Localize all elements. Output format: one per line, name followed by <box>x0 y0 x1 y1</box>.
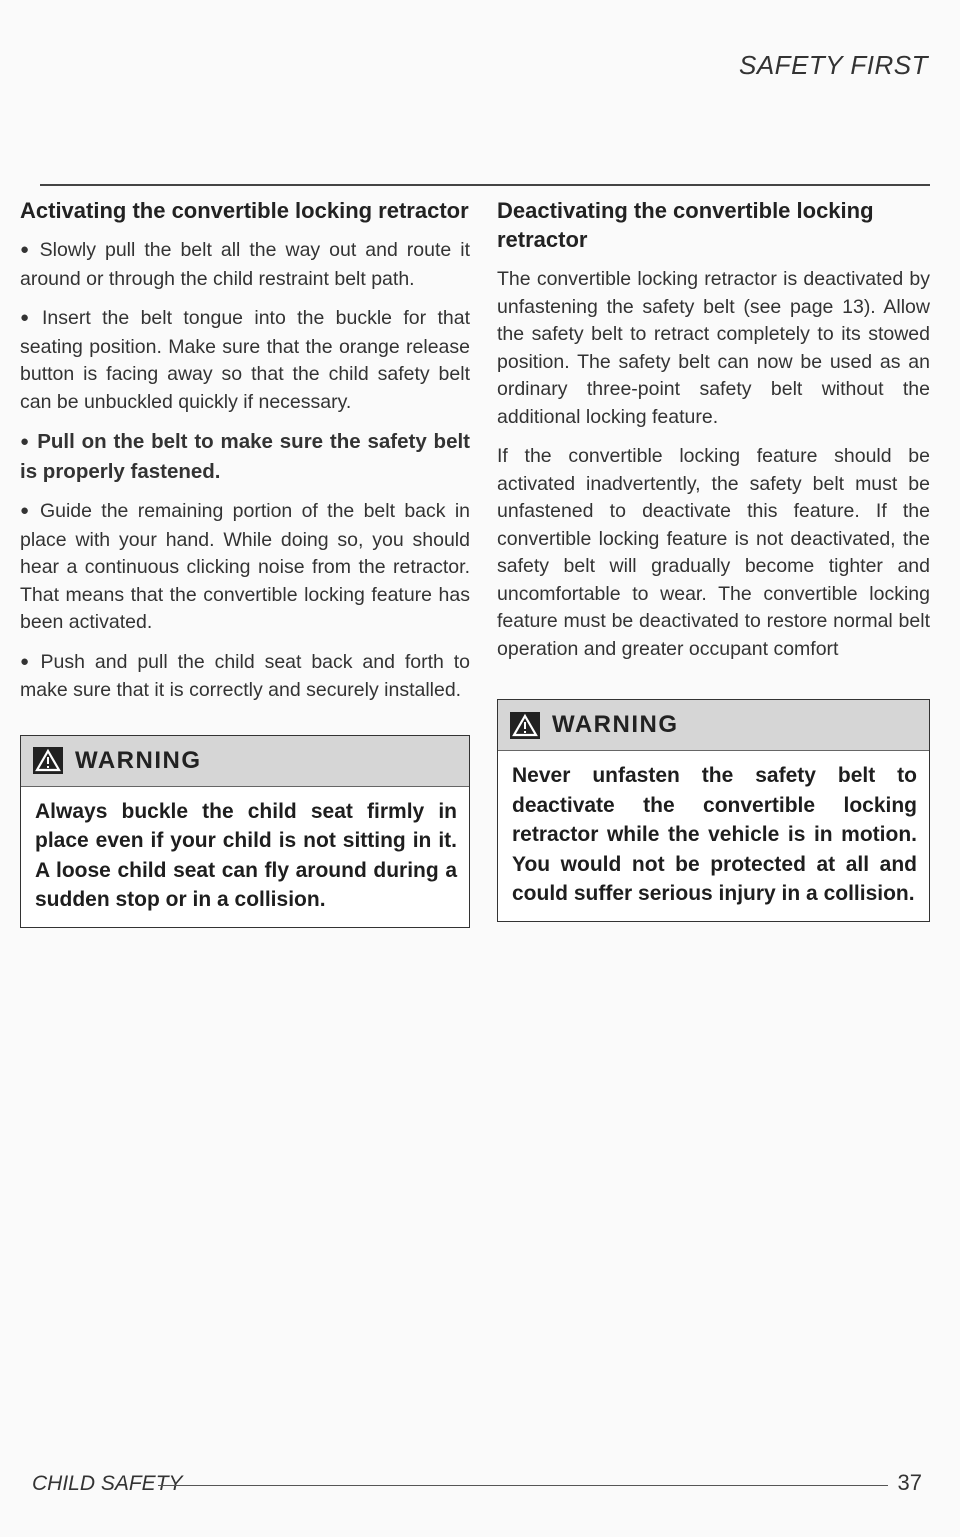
deactivating-heading: Deactivating the convertible locking retractor <box>497 198 874 252</box>
left-column <box>20 196 470 928</box>
bullet-item: ● Slowly pull the belt all the way out and route it around or through the child restraint belt path. <box>20 237 470 293</box>
warning-header <box>21 736 469 787</box>
warning-box <box>497 699 930 922</box>
warning-title: WARNING <box>75 746 202 774</box>
warning-body: Never unfasten the safety belt to deactivate the convertible locking retractor while the vehicle is in motion. You would not be protected at all and could suffer serious injury in a collision. <box>512 764 917 905</box>
header-rule <box>40 184 930 186</box>
bullet-item: ● Push and pull the child seat back and forth to make sure that it is correctly and securely installed. <box>20 649 470 705</box>
paragraph: If the convertible locking feature should be activated inadvertently, the safety belt must be unfastened to deactivate this feature. If the convertible locking feature is not deactivated, the safety belt will gradually become tighter and uncomfortable to wear. The convertible locking feature must be deactivated to restore normal belt operation and greater occupant comfort <box>497 445 930 660</box>
bullet-item: ● Insert the belt tongue into the buckle for that seating position. Make sure that the orange release button is facing away so that the child safety belt can be unbuckled quickly if necessary. <box>20 305 470 416</box>
paragraph: The convertible locking retractor is deactivated by unfastening the safety belt (see page 13). Allow the safety belt to retract completely to its stowed position. The safety belt can now be used as an ordinary three-point safety belt without the additional locking feature. <box>497 268 930 428</box>
footer-rule <box>158 1485 888 1486</box>
warning-title: WARNING <box>552 711 679 738</box>
bullet-item: ● Guide the remaining portion of the belt back in place with your hand. While doing so, you should hear a continuous clicking noise from the retractor. That means that the convertible locking feature has been activated. <box>20 498 470 637</box>
bullet-item-emphasis: ● Pull on the belt to make sure the safety belt is properly fastened. <box>20 428 470 486</box>
warning-body: Always buckle the child seat firmly in place even if your child is not sitting in it. A loose child seat can fly around during a sudden stop or in a collision. <box>35 799 457 911</box>
warning-triangle-icon <box>510 712 540 739</box>
page-number: 37 <box>897 1470 922 1495</box>
warning-header <box>498 700 929 751</box>
page-header: SAFETY FIRST <box>739 50 928 80</box>
footer-section-title: CHILD SAFETY <box>32 1472 183 1495</box>
warning-triangle-icon <box>33 747 63 774</box>
right-column <box>497 196 930 922</box>
warning-box <box>20 735 470 928</box>
activating-heading: Activating the convertible locking retractor <box>20 198 469 223</box>
